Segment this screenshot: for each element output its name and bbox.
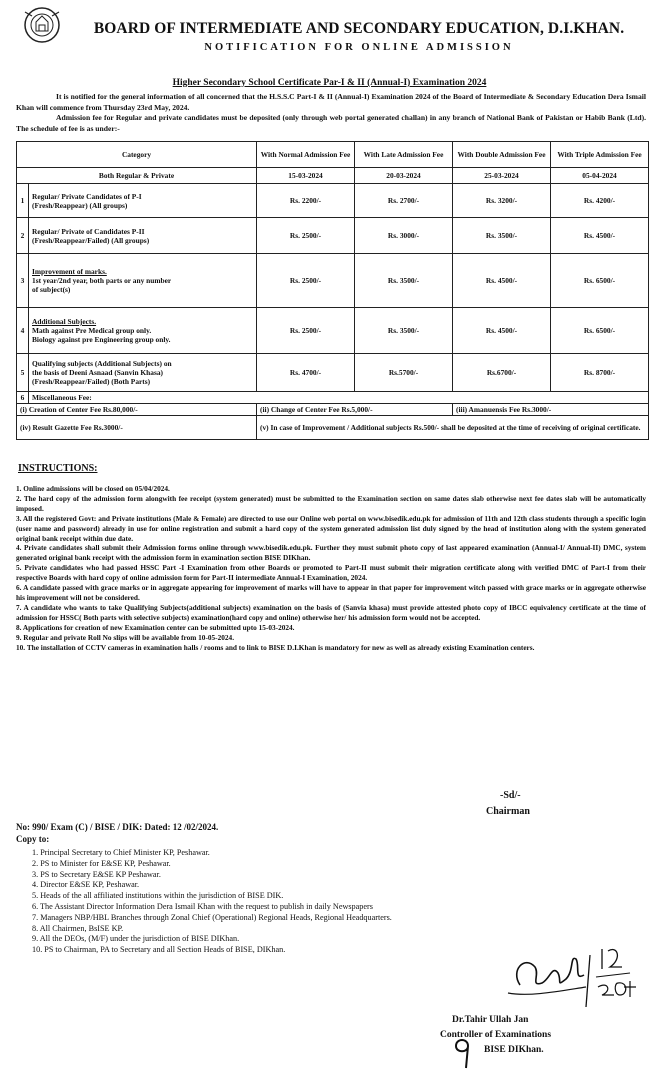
date-triple: 05-04-2024 bbox=[551, 168, 649, 184]
list-item: 9. All the DEOs, (M/F) under the jurisdiction of BISE DIKhan. bbox=[32, 934, 240, 944]
sd-mark: -Sd/- bbox=[500, 790, 521, 801]
dates-label: Both Regular & Private bbox=[17, 168, 257, 184]
fee-cell: Rs. 6500/- bbox=[551, 308, 649, 354]
intro-paragraph-1: It is notified for the general information of all concerned that the H.S.S.C Part-I & II (Annual-I) Examination 2024 of the Board of Intermediate & Secondary Education Dera Ismail Khan will commence from Thursday 23rd May, 2024. bbox=[16, 92, 646, 112]
list-item: 2. The hard copy of the admission form alongwith fee receipt (system generated) must be submitted to the Examination section on same dates slab otherwise next fee dates slab will be automatically imposed. bbox=[16, 493, 646, 513]
row-number: 1 bbox=[17, 184, 29, 218]
date-late: 20-03-2024 bbox=[355, 168, 453, 184]
fee-cell: Rs. 2500/- bbox=[257, 218, 355, 254]
table-row bbox=[17, 184, 649, 218]
category-line: of subject(s) bbox=[32, 285, 71, 294]
row-category bbox=[29, 184, 257, 218]
handwritten-9-mark bbox=[452, 1036, 474, 1070]
row-category bbox=[29, 308, 257, 354]
header-double-fee: With Double Admission Fee bbox=[453, 142, 551, 168]
list-item: 5. Private candidates who had passed HSSC Part -I Examination from other Boards or promoted to Part-II must submit their migration certificate along with verified DMC of Part-I from their respective Boards with hard copy of online admission form for Part-II intermediate Annual-I Examination, 2024. bbox=[16, 563, 646, 583]
list-item: 3. All the registered Govt: and Private institutions (Male & Female) are directed to use our Online web portal on www.bisedik.edu.pk for admission of 11th and 12th class students through a specific login (user name and password) already in use for online registration and submit a hard copy of the system generated admission list duly signed by the head of institution along with the system generated original bank receipt within due date. bbox=[16, 513, 646, 543]
instructions-heading: INSTRUCTIONS: bbox=[18, 463, 98, 474]
fee-cell: Rs. 2200/- bbox=[257, 184, 355, 218]
list-item: 10. The installation of CCTV cameras in examination halls / rooms and to link to BISE D.I.Khan is mandatory for new as well as already existing Examination centers. bbox=[16, 642, 535, 652]
signatory-designation: Controller of Examinations bbox=[440, 1030, 552, 1040]
copy-to-label: Copy to: bbox=[16, 834, 50, 844]
signatory-name: Dr.Tahir Ullah Jan bbox=[452, 1015, 529, 1025]
misc-item: (iii) Amanuensis Fee Rs.3000/- bbox=[453, 404, 649, 416]
table-row bbox=[17, 218, 649, 254]
misc-item: (i) Creation of Center Fee Rs.80,000/- bbox=[17, 404, 257, 416]
signatory-office: BISE DIKhan. bbox=[484, 1045, 544, 1055]
table-row bbox=[17, 308, 649, 354]
misc-label: Miscellaneous Fee: bbox=[29, 392, 649, 404]
board-logo-icon bbox=[20, 4, 64, 46]
category-line: Biology against pre Engineering group only. bbox=[32, 335, 171, 344]
row-category bbox=[29, 254, 257, 308]
list-item: 4. Private candidates shall submit their Admission forms online through www.bisedik.edu.pk. Further they must submit photo copy of last appeared examination (Annual-I/ Annual-II) DMC, system generated original bank receipt with the admission form in examination section BISE DIKhan. bbox=[16, 543, 646, 563]
dates-row bbox=[17, 168, 649, 184]
fee-cell: Rs. 2700/- bbox=[355, 184, 453, 218]
list-item: 9. Regular and private Roll No slips will be available from 10-05-2024. bbox=[16, 632, 235, 642]
misc-item: (ii) Change of Center Fee Rs.5,000/- bbox=[257, 404, 453, 416]
misc-row bbox=[17, 404, 649, 416]
row-number: 2 bbox=[17, 218, 29, 254]
category-line: Regular/ Private Candidates of P-I bbox=[32, 191, 142, 201]
row-number: 3 bbox=[17, 254, 29, 308]
category-line: Math against Pre Medical group only. bbox=[32, 326, 152, 335]
list-item: 3. PS to Secretary E&SE KP Peshawar. bbox=[32, 869, 161, 879]
date-double: 25-03-2024 bbox=[453, 168, 551, 184]
category-line: (Fresh/Reappear) (All groups) bbox=[32, 200, 128, 210]
list-item: 6. A candidate passed with grace marks or in aggregate appearing for improvement of marks will have to appear in that paper for improvement witch passed with grace marks or in aggregate otherwise his improvement will not be considered. bbox=[16, 583, 646, 602]
board-name: BOARD OF INTERMEDIATE AND SECONDARY EDUCATION, D.I.KHAN. bbox=[93, 20, 625, 37]
intro-paragraph-2: Admission fee for Regular and private candidates must be deposited (only through web portal generated challan) in any branch of National Bank of Pakistan or Habib Bank (Ltd). The schedule of fee is as under:- bbox=[16, 113, 646, 133]
fee-cell: Rs. 6500/- bbox=[551, 254, 649, 308]
misc-row bbox=[17, 416, 649, 440]
list-item: 7. A candidate who wants to take Qualifying Subjects(additional subjects) examination on the basis of (Sanvia khasa) must provide attested photo copy of IBCC equivalency certificate at the time of admission for HSSC( Both parts with selective subjects) examination(hard copy and online) otherwise her/ his admission form would not be accepted. bbox=[16, 602, 646, 622]
reference-number: No: 990/ Exam (C) / BISE / DIK: Dated: 12 /02/2024. bbox=[16, 822, 219, 832]
list-item: 1. Online admissions will be closed on 05/04/2024. bbox=[16, 484, 170, 493]
instructions-list bbox=[16, 484, 646, 652]
fee-cell: Rs. 3200/- bbox=[453, 184, 551, 218]
exam-title: Higher Secondary School Certificate Par-I & II (Annual-I) Examination 2024 bbox=[172, 78, 487, 88]
list-item: 5. Heads of the all affiliated institutions within the jurisdiction of BISE DIK. bbox=[32, 891, 284, 901]
date-normal: 15-03-2024 bbox=[257, 168, 355, 184]
fee-cell: Rs. 4200/- bbox=[551, 184, 649, 218]
fee-cell: Rs. 3500/- bbox=[453, 218, 551, 254]
misc-row bbox=[17, 392, 649, 404]
fee-cell: Rs. 3500/- bbox=[355, 254, 453, 308]
fee-cell: Rs. 4500/- bbox=[453, 308, 551, 354]
list-item: 8. All Chairmen, BsISE KP. bbox=[32, 923, 124, 933]
category-heading: Additional Subjects. bbox=[32, 317, 97, 326]
category-line: Qualifying subjects (Additional Subjects) on bbox=[32, 359, 172, 368]
list-item: 2. PS to Minister for E&SE KP, Peshawar. bbox=[32, 858, 171, 868]
intro-text bbox=[16, 92, 646, 134]
row-category bbox=[29, 218, 257, 254]
list-item: 1. Principal Secretary to Chief Minister KP, Peshawar. bbox=[32, 848, 210, 857]
handwritten-signature bbox=[490, 935, 640, 1010]
fee-cell: Rs. 4700/- bbox=[257, 354, 355, 392]
row-number: 5 bbox=[17, 354, 29, 392]
header-category: Category bbox=[17, 142, 257, 168]
category-line: 1st year/2nd year, both parts or any number bbox=[32, 276, 172, 285]
list-item: 10. PS to Chairman, PA to Secretary and all Section Heads of BISE, DIKhan. bbox=[32, 945, 286, 955]
category-line: (Fresh/Reappear/Failed) (Both Parts) bbox=[32, 377, 151, 386]
row-category bbox=[29, 354, 257, 392]
list-item: 8. Applications for creation of new Examination center can be submitted upto 15-03-2024. bbox=[16, 622, 295, 632]
fee-cell: Rs. 8700/- bbox=[551, 354, 649, 392]
category-line: Regular/ Private of Candidates P-II bbox=[32, 226, 145, 236]
notification-subtitle: NOTIFICATION FOR ONLINE ADMISSION bbox=[204, 42, 514, 53]
row-number: 4 bbox=[17, 308, 29, 354]
misc-item: (v) In case of Improvement / Additional subjects Rs.500/- shall be deposited at the time of receiving of original certificate. bbox=[257, 416, 649, 440]
table-row bbox=[17, 354, 649, 392]
list-item: 4. Director E&SE KP, Peshawar. bbox=[32, 880, 140, 890]
fee-cell: Rs.6700/- bbox=[453, 354, 551, 392]
list-item: 7. Managers NBP/HBL Branches through Zonal Chief (Operational) Regional Heads, Regional Headquarters. bbox=[32, 912, 392, 922]
fee-cell: Rs. 3000/- bbox=[355, 218, 453, 254]
misc-item: (iv) Result Gazette Fee Rs.3000/- bbox=[17, 416, 257, 440]
fee-cell: Rs.5700/- bbox=[355, 354, 453, 392]
fee-cell: Rs. 3500/- bbox=[355, 308, 453, 354]
header-late-fee: With Late Admission Fee bbox=[355, 142, 453, 168]
fee-cell: Rs. 2500/- bbox=[257, 254, 355, 308]
fee-schedule-table bbox=[16, 141, 649, 440]
category-heading: Improvement of marks. bbox=[32, 267, 107, 276]
header-triple-fee: With Triple Admission Fee bbox=[551, 142, 649, 168]
category-line: the basis of Deeni Asnaad (Sanvin Khasa) bbox=[32, 368, 164, 377]
list-item: 6. The Assistant Director Information Dera Ismail Khan with the request to publish in daily Newspapers bbox=[32, 901, 373, 911]
fee-cell: Rs. 4500/- bbox=[453, 254, 551, 308]
fee-cell: Rs. 2500/- bbox=[257, 308, 355, 354]
chairman-title: Chairman bbox=[486, 806, 530, 817]
category-line: (Fresh/Reappear/Failed) (All groups) bbox=[32, 235, 150, 245]
table-row bbox=[17, 254, 649, 308]
header-normal-fee: With Normal Admission Fee bbox=[257, 142, 355, 168]
row-number: 6 bbox=[17, 392, 29, 404]
table-header-row bbox=[17, 142, 649, 168]
fee-cell: Rs. 4500/- bbox=[551, 218, 649, 254]
